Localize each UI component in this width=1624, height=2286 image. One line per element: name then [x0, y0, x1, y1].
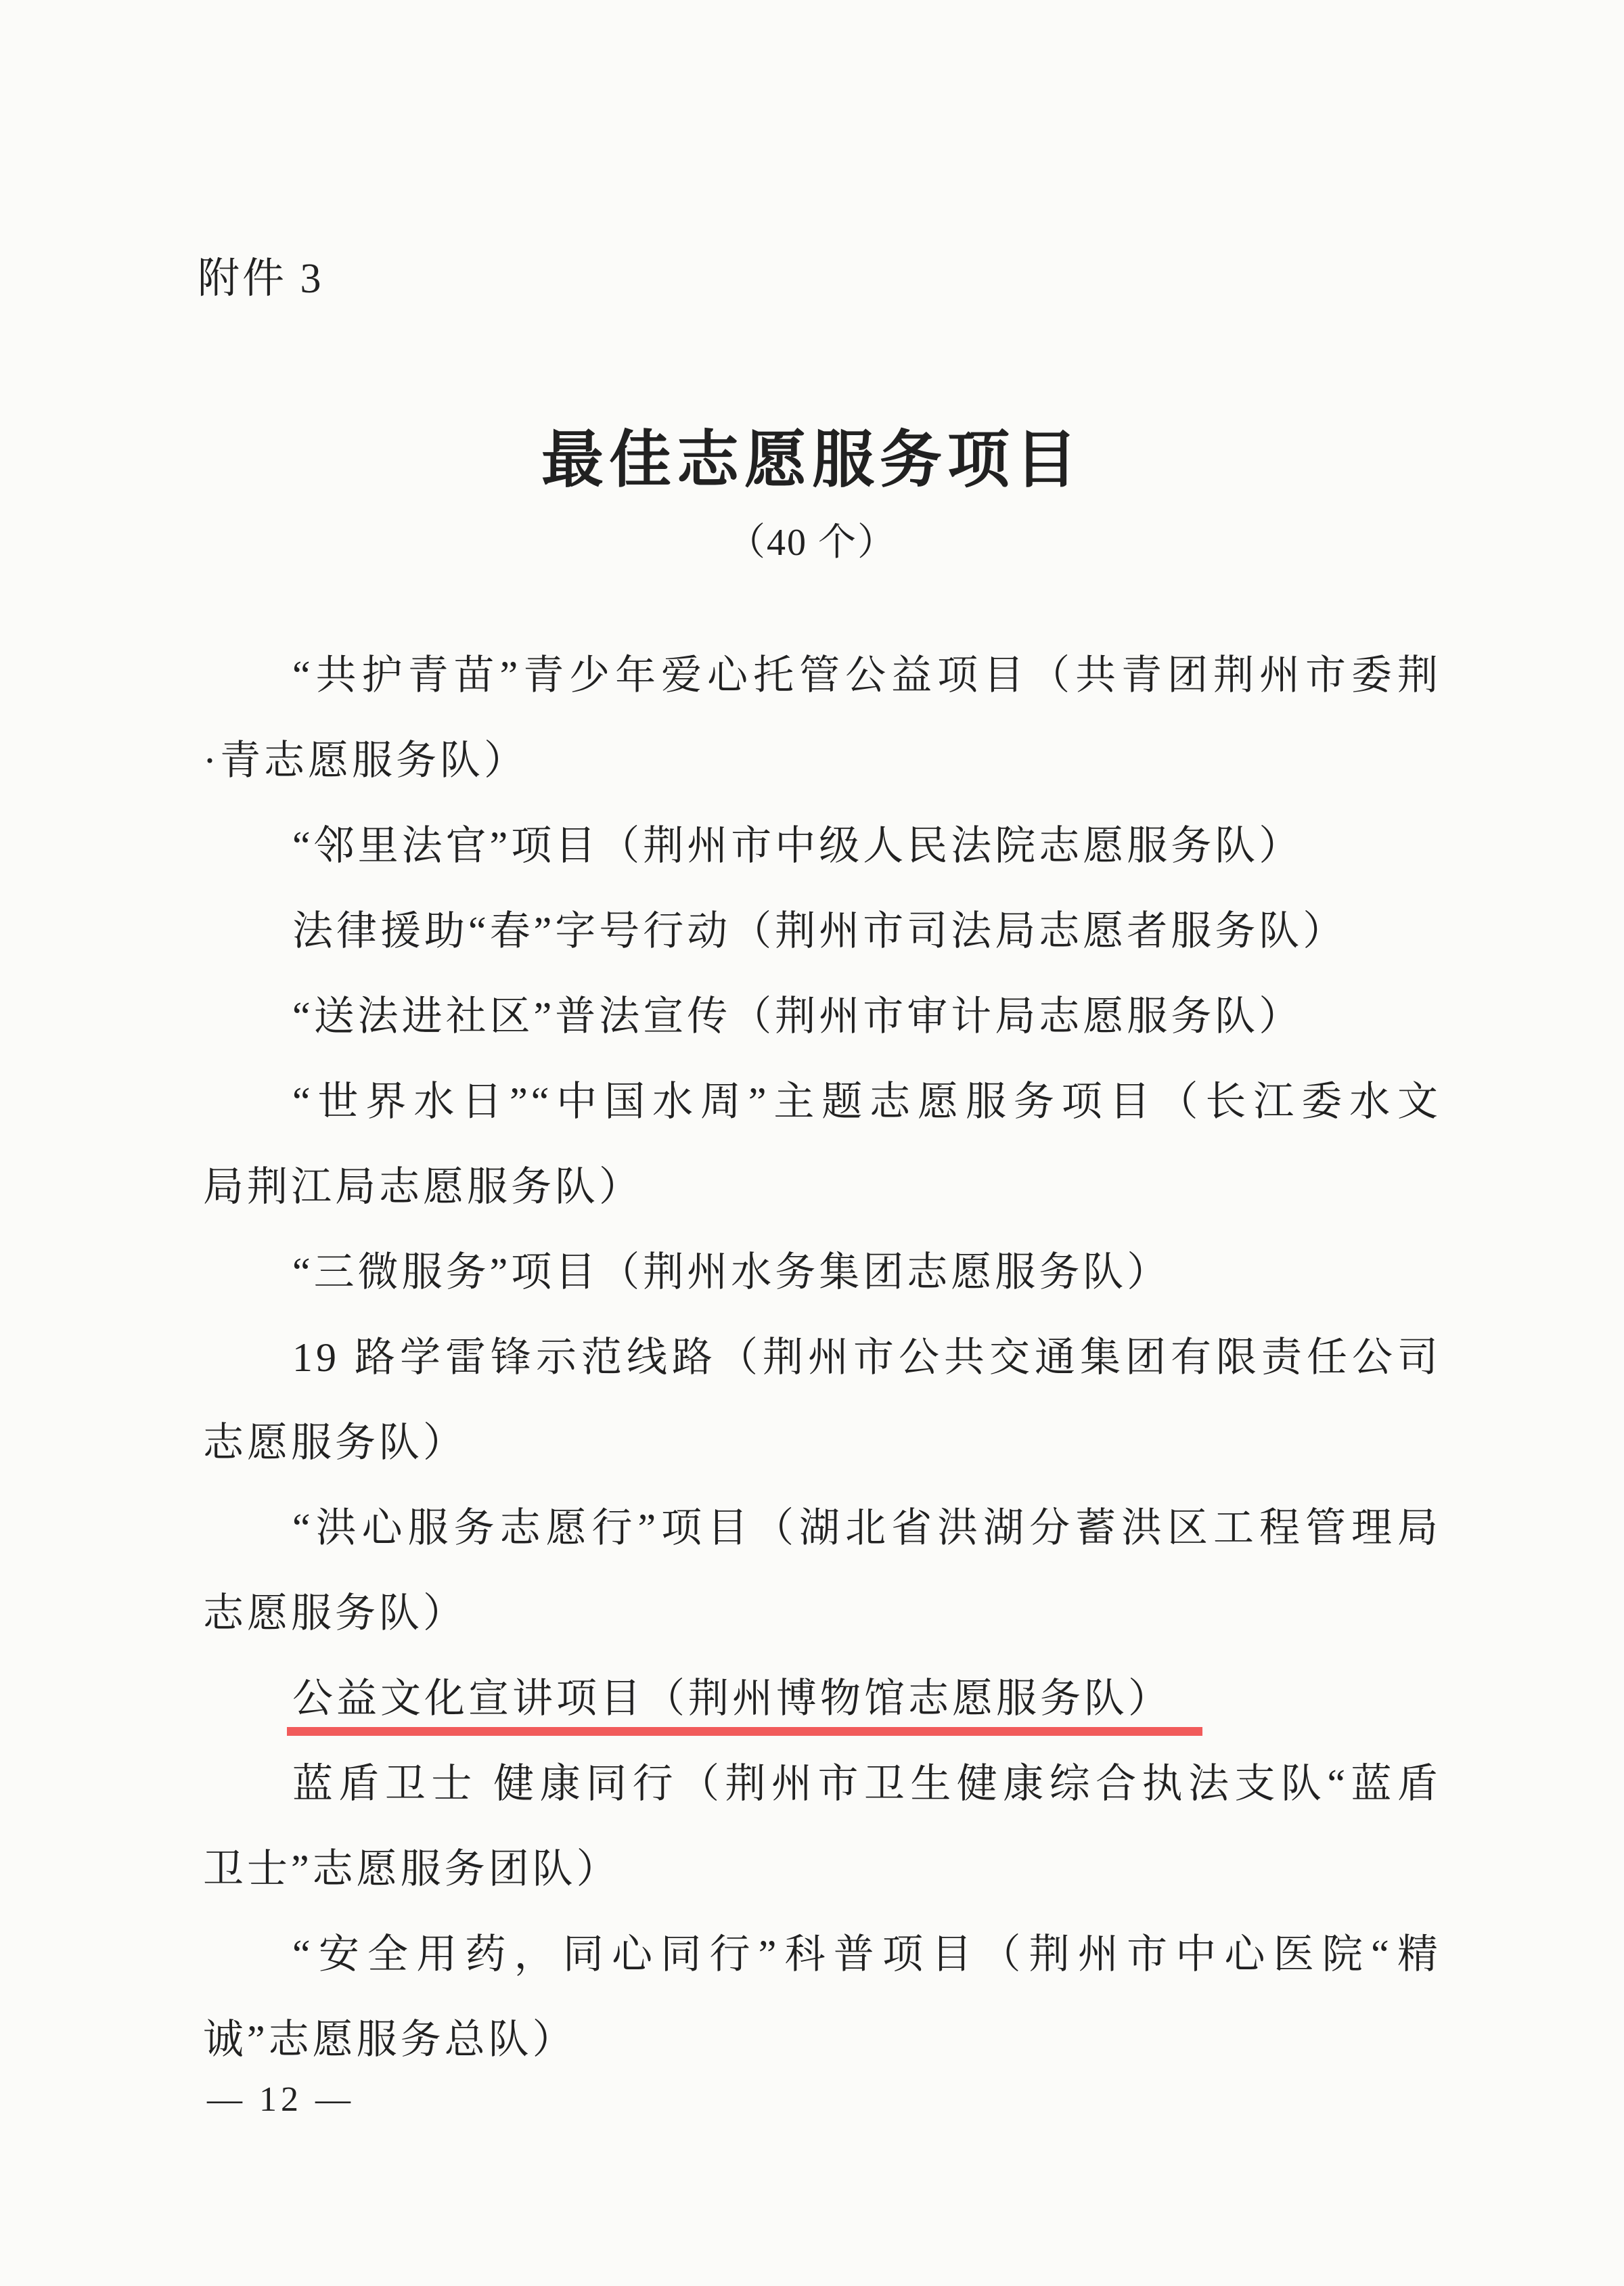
- page-title: 最佳志愿服务项目: [541, 426, 1083, 495]
- document-line: 志愿服务队）: [203, 1591, 467, 1636]
- document-line: 志愿服务队）: [203, 1420, 467, 1465]
- underlined-project-text: 公益文化宣讲项目（荆州博物馆志愿服务队）: [287, 1676, 1202, 1736]
- document-line: “洪心服务志愿行”项目（湖北省洪湖分蓄洪区工程管理局: [292, 1506, 1441, 1550]
- document-line: 19 路学雷锋示范线路（荆州市公共交通集团有限责任公司: [292, 1335, 1441, 1380]
- page-number: — 12 —: [207, 2080, 355, 2119]
- document-line: 诚”志愿服务总队）: [203, 2017, 577, 2062]
- document-line: “送法进社区”普法宣传（荆州市审计局志愿服务队）: [292, 994, 1303, 1039]
- document-line: 法律援助“春”字号行动（荆州市司法局志愿者服务队）: [292, 909, 1347, 954]
- document-line: “三微服务”项目（荆州水务集团志愿服务队）: [292, 1250, 1171, 1295]
- document-line: [203, 1656, 1441, 1741]
- attachment-label: 附件 3: [198, 256, 324, 302]
- document-line: 蓝盾卫士 健康同行（荆州市卫生健康综合执法支队“蓝盾: [292, 1762, 1441, 1806]
- document-body: [203, 633, 1441, 2082]
- document-line: “邻里法官”项目（荆州市中级人民法院志愿服务队）: [292, 824, 1303, 868]
- document-line: 局荆江局志愿服务队）: [203, 1165, 643, 1209]
- document-line: “安全用药，同心同行”科普项目（荆州市中心医院“精: [292, 1932, 1441, 1977]
- document-line: 卫士”志愿服务团队）: [203, 1847, 621, 1891]
- document-line: ·青志愿服务队）: [203, 738, 528, 783]
- document-line: “世界水日”“中国水周”主题志愿服务项目（长江委水文: [292, 1079, 1441, 1124]
- document-line: “共护青苗”青少年爱心托管公益项目（共青团荆州市委荆: [292, 653, 1441, 698]
- count-subtitle: （40 个）: [727, 522, 897, 564]
